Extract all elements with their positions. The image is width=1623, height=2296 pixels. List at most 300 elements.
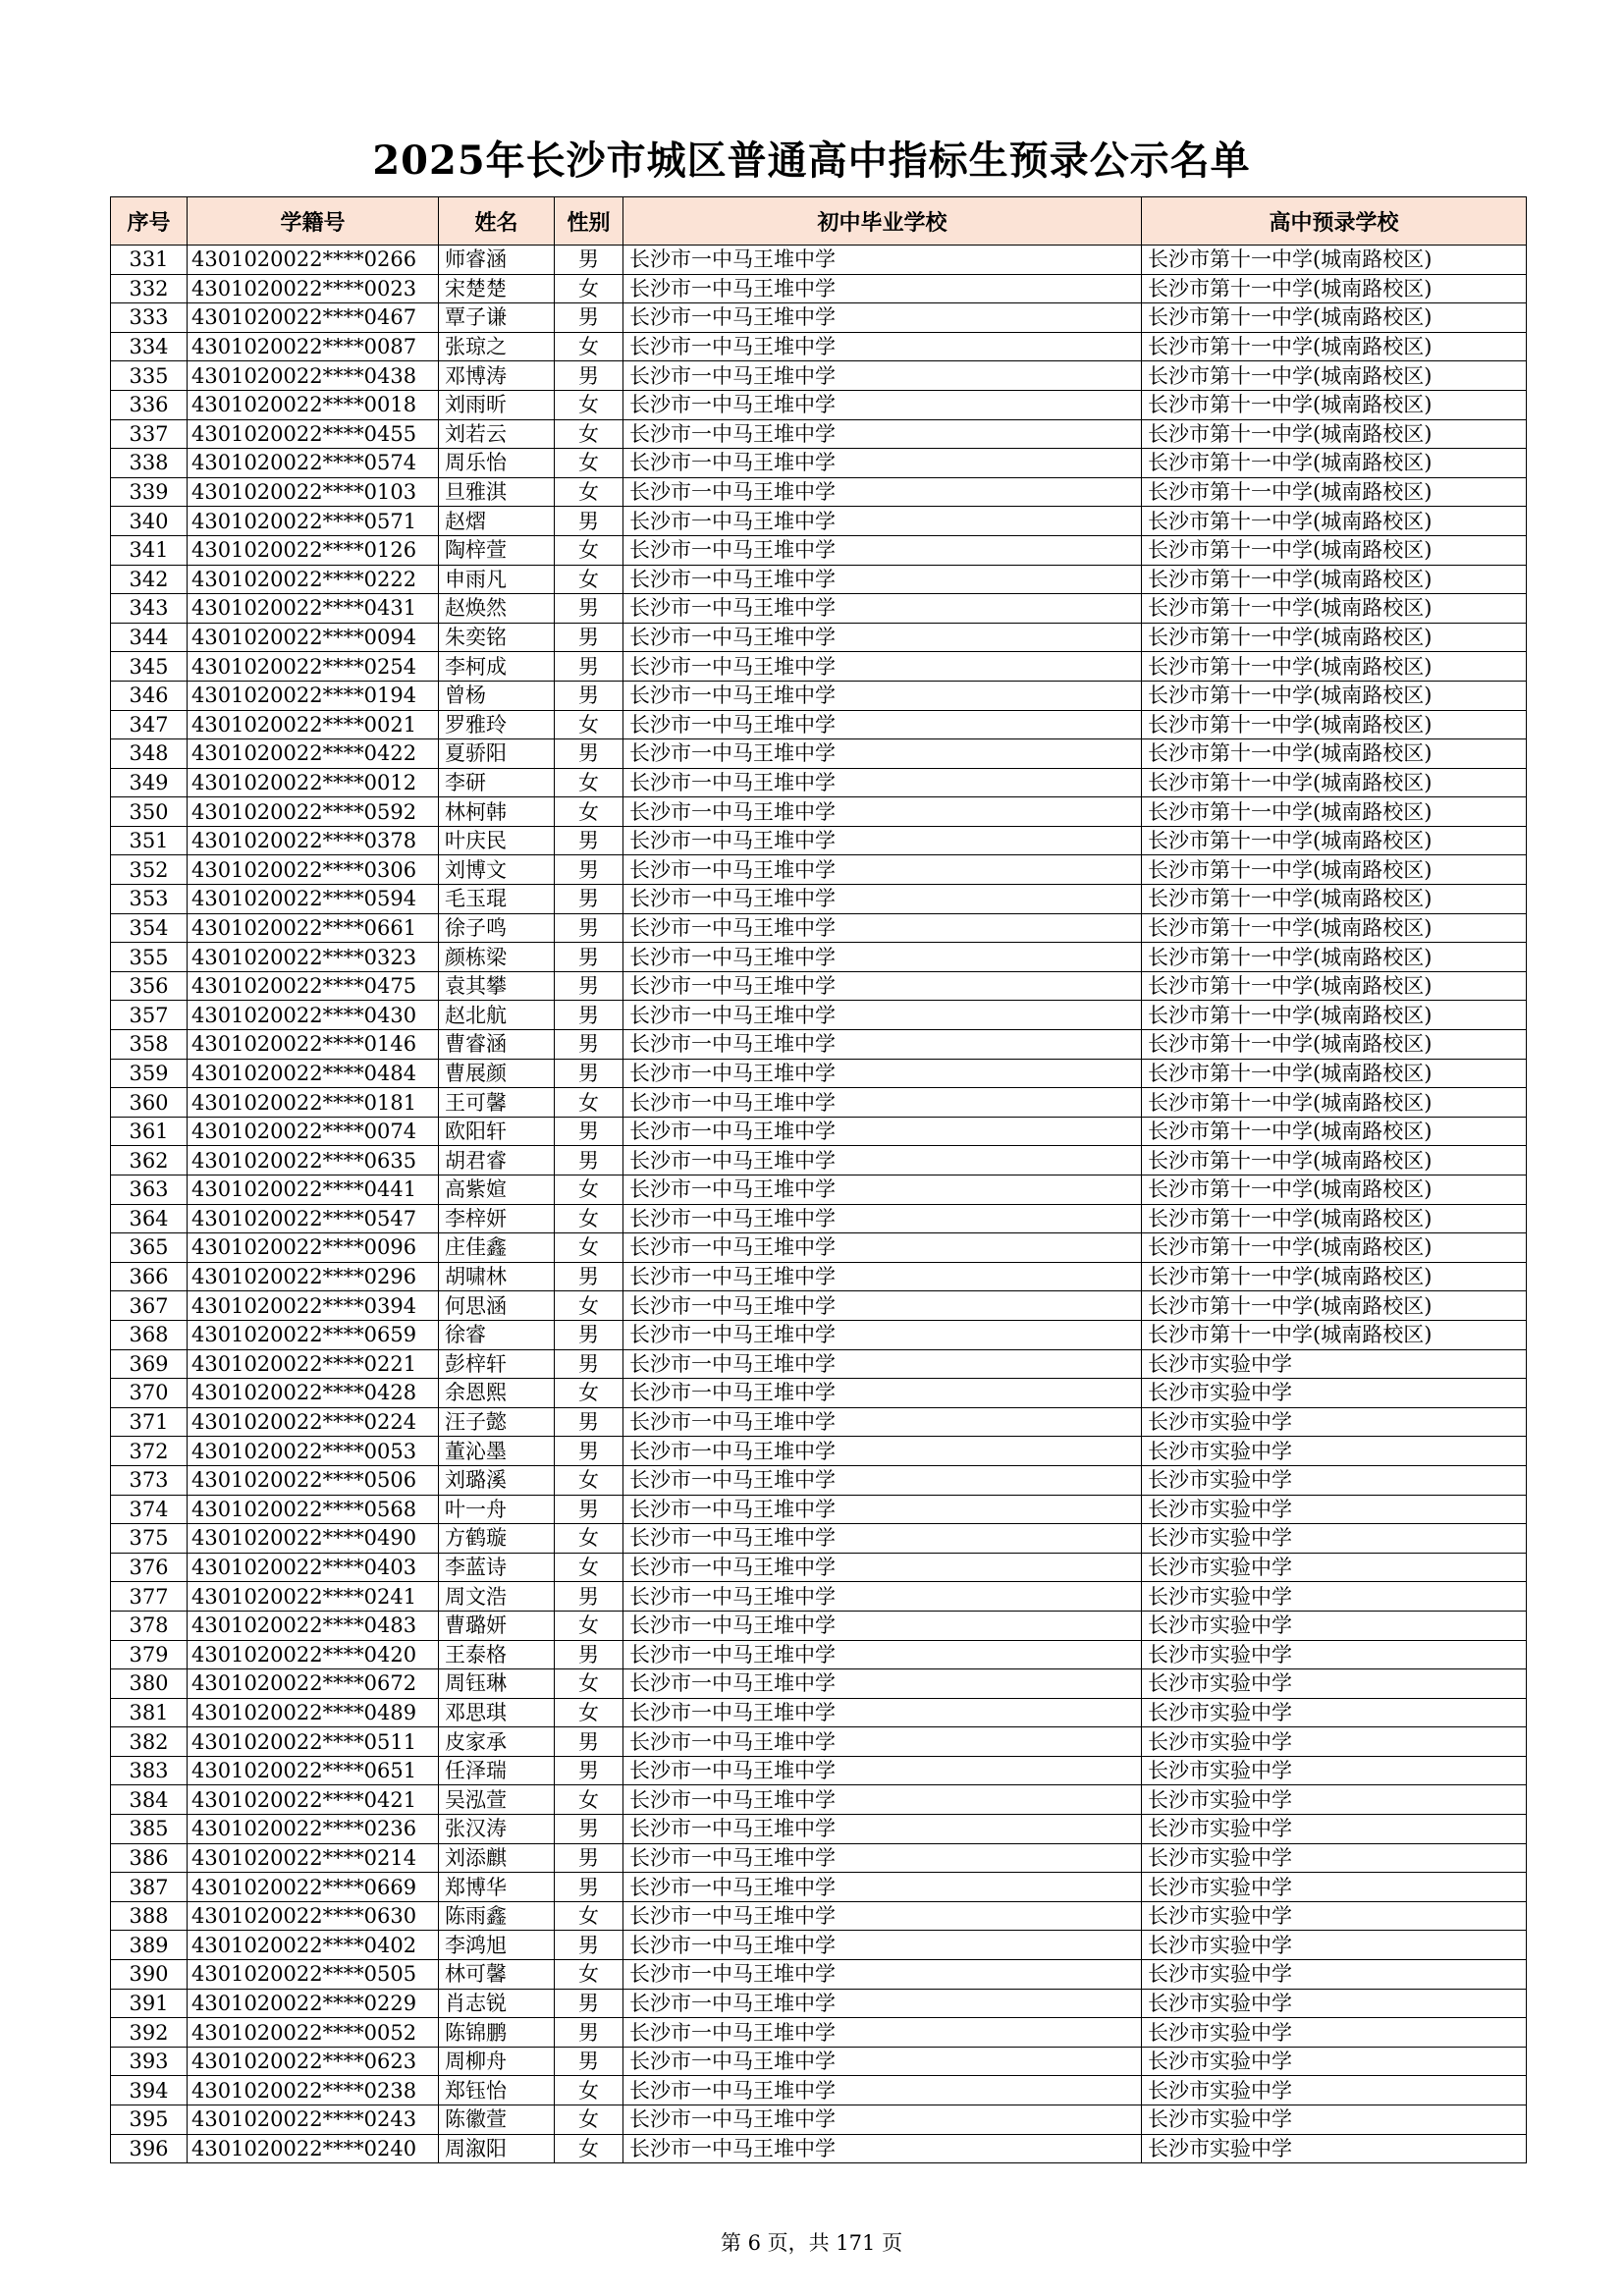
cell-gender: 男	[555, 1437, 623, 1466]
cell-junior-school: 长沙市一中马王堆中学	[623, 1989, 1142, 2018]
cell-student-id: 4301020022****0394	[188, 1291, 439, 1321]
cell-junior-school: 长沙市一中马王堆中学	[623, 1640, 1142, 1669]
cell-junior-school: 长沙市一中马王堆中学	[623, 1582, 1142, 1612]
cell-junior-school: 长沙市一中马王堆中学	[623, 1931, 1142, 1960]
table-row	[111, 1727, 1527, 1757]
table-row	[111, 1669, 1527, 1699]
cell-seq: 344	[111, 623, 188, 652]
cell-seq: 360	[111, 1088, 188, 1118]
table-row	[111, 1465, 1527, 1495]
cell-high-school: 长沙市实验中学	[1142, 2134, 1527, 2163]
cell-student-id: 4301020022****0651	[188, 1756, 439, 1785]
cell-high-school: 长沙市实验中学	[1142, 2047, 1527, 2076]
cell-name: 邓博涛	[439, 361, 555, 391]
cell-name: 郑钰怡	[439, 2076, 555, 2105]
cell-student-id: 4301020022****0661	[188, 913, 439, 943]
cell-junior-school: 长沙市一中马王堆中学	[623, 565, 1142, 594]
table-row	[111, 1640, 1527, 1669]
cell-gender: 女	[555, 535, 623, 565]
cell-name: 何思涵	[439, 1291, 555, 1321]
cell-high-school: 长沙市实验中学	[1142, 1640, 1527, 1669]
cell-high-school: 长沙市第十一中学(城南路校区)	[1142, 1204, 1527, 1233]
cell-name: 皮家承	[439, 1727, 555, 1757]
cell-high-school: 长沙市实验中学	[1142, 1756, 1527, 1785]
cell-name: 刘博文	[439, 855, 555, 885]
cell-high-school: 长沙市实验中学	[1142, 1495, 1527, 1524]
table-row	[111, 1030, 1527, 1060]
cell-seq: 350	[111, 797, 188, 827]
cell-name: 余恩熙	[439, 1379, 555, 1408]
cell-seq: 396	[111, 2134, 188, 2163]
cell-student-id: 4301020022****0568	[188, 1495, 439, 1524]
cell-student-id: 4301020022****0490	[188, 1524, 439, 1554]
cell-gender: 女	[555, 2134, 623, 2163]
cell-name: 朱奕铭	[439, 623, 555, 652]
cell-student-id: 4301020022****0266	[188, 246, 439, 275]
cell-seq: 387	[111, 1873, 188, 1902]
cell-gender: 男	[555, 1989, 623, 2018]
cell-seq: 383	[111, 1756, 188, 1785]
cell-junior-school: 长沙市一中马王堆中学	[623, 797, 1142, 827]
table-row	[111, 1989, 1527, 2018]
cell-gender: 男	[555, 1843, 623, 1873]
table-row	[111, 1698, 1527, 1727]
table-row	[111, 507, 1527, 536]
cell-seq: 384	[111, 1785, 188, 1815]
cell-seq: 338	[111, 449, 188, 478]
cell-junior-school: 长沙市一中马王堆中学	[623, 535, 1142, 565]
cell-seq: 386	[111, 1843, 188, 1873]
cell-student-id: 4301020022****0455	[188, 419, 439, 449]
table-row	[111, 1320, 1527, 1349]
cell-junior-school: 长沙市一中马王堆中学	[623, 1698, 1142, 1727]
cell-name: 刘璐溪	[439, 1465, 555, 1495]
cell-seq: 346	[111, 681, 188, 710]
cell-student-id: 4301020022****0052	[188, 2018, 439, 2048]
cell-seq: 364	[111, 1204, 188, 1233]
cell-high-school: 长沙市第十一中学(城南路校区)	[1142, 332, 1527, 361]
cell-junior-school: 长沙市一中马王堆中学	[623, 2105, 1142, 2135]
table-row	[111, 1291, 1527, 1321]
cell-name: 曹展颜	[439, 1059, 555, 1088]
cell-gender: 女	[555, 1088, 623, 1118]
cell-gender: 男	[555, 885, 623, 914]
cell-gender: 女	[555, 710, 623, 739]
table-row	[111, 2134, 1527, 2163]
header-seq: 序号	[111, 197, 188, 246]
table-row	[111, 652, 1527, 682]
cell-high-school: 长沙市第十一中学(城南路校区)	[1142, 1291, 1527, 1321]
cell-high-school: 长沙市实验中学	[1142, 1960, 1527, 1990]
cell-seq: 357	[111, 1001, 188, 1030]
cell-high-school: 长沙市第十一中学(城南路校区)	[1142, 419, 1527, 449]
cell-junior-school: 长沙市一中马王堆中学	[623, 1001, 1142, 1030]
cell-seq: 361	[111, 1117, 188, 1146]
cell-name: 李梓妍	[439, 1204, 555, 1233]
cell-seq: 392	[111, 2018, 188, 2048]
cell-seq: 356	[111, 971, 188, 1001]
cell-high-school: 长沙市第十一中学(城南路校区)	[1142, 623, 1527, 652]
cell-student-id: 4301020022****0635	[188, 1146, 439, 1175]
cell-seq: 359	[111, 1059, 188, 1088]
cell-name: 徐睿	[439, 1320, 555, 1349]
cell-high-school: 长沙市实验中学	[1142, 1349, 1527, 1379]
cell-student-id: 4301020022****0240	[188, 2134, 439, 2163]
cell-seq: 347	[111, 710, 188, 739]
cell-name: 赵焕然	[439, 594, 555, 624]
cell-junior-school: 长沙市一中马王堆中学	[623, 943, 1142, 972]
cell-high-school: 长沙市第十一中学(城南路校区)	[1142, 826, 1527, 855]
cell-junior-school: 长沙市一中马王堆中学	[623, 1843, 1142, 1873]
cell-high-school: 长沙市实验中学	[1142, 1785, 1527, 1815]
cell-student-id: 4301020022****0592	[188, 797, 439, 827]
cell-name: 周溆阳	[439, 2134, 555, 2163]
table-row	[111, 1873, 1527, 1902]
cell-student-id: 4301020022****0146	[188, 1030, 439, 1060]
cell-high-school: 长沙市第十一中学(城南路校区)	[1142, 303, 1527, 333]
cell-junior-school: 长沙市一中马王堆中学	[623, 1465, 1142, 1495]
table-row	[111, 246, 1527, 275]
cell-student-id: 4301020022****0467	[188, 303, 439, 333]
cell-student-id: 4301020022****0229	[188, 1989, 439, 2018]
cell-junior-school: 长沙市一中马王堆中学	[623, 1204, 1142, 1233]
cell-name: 周文浩	[439, 1582, 555, 1612]
cell-gender: 男	[555, 1001, 623, 1030]
cell-junior-school: 长沙市一中马王堆中学	[623, 1117, 1142, 1146]
cell-seq: 337	[111, 419, 188, 449]
cell-junior-school: 长沙市一中马王堆中学	[623, 1727, 1142, 1757]
cell-high-school: 长沙市实验中学	[1142, 1669, 1527, 1699]
table-row	[111, 1495, 1527, 1524]
cell-seq: 374	[111, 1495, 188, 1524]
cell-seq: 336	[111, 390, 188, 419]
cell-student-id: 4301020022****0012	[188, 768, 439, 797]
table-row	[111, 2076, 1527, 2105]
cell-junior-school: 长沙市一中马王堆中学	[623, 1756, 1142, 1785]
table-row	[111, 1756, 1527, 1785]
cell-name: 汪子懿	[439, 1407, 555, 1437]
cell-high-school: 长沙市实验中学	[1142, 1843, 1527, 1873]
cell-name: 叶庆民	[439, 826, 555, 855]
cell-junior-school: 长沙市一中马王堆中学	[623, 623, 1142, 652]
cell-seq: 333	[111, 303, 188, 333]
cell-gender: 女	[555, 419, 623, 449]
table-row	[111, 1349, 1527, 1379]
cell-high-school: 长沙市实验中学	[1142, 1553, 1527, 1582]
cell-name: 陈雨鑫	[439, 1901, 555, 1931]
cell-seq: 375	[111, 1524, 188, 1554]
cell-name: 毛玉琨	[439, 885, 555, 914]
cell-name: 方鹤璇	[439, 1524, 555, 1554]
cell-seq: 334	[111, 332, 188, 361]
cell-high-school: 长沙市第十一中学(城南路校区)	[1142, 594, 1527, 624]
cell-gender: 男	[555, 1931, 623, 1960]
cell-junior-school: 长沙市一中马王堆中学	[623, 768, 1142, 797]
cell-high-school: 长沙市第十一中学(城南路校区)	[1142, 246, 1527, 275]
cell-name: 袁其攀	[439, 971, 555, 1001]
cell-name: 旦雅淇	[439, 477, 555, 507]
cell-gender: 男	[555, 2047, 623, 2076]
table-row	[111, 1407, 1527, 1437]
table-row	[111, 1960, 1527, 1990]
cell-high-school: 长沙市第十一中学(城南路校区)	[1142, 1146, 1527, 1175]
cell-high-school: 长沙市实验中学	[1142, 1437, 1527, 1466]
cell-gender: 女	[555, 274, 623, 303]
table-row	[111, 1059, 1527, 1088]
cell-high-school: 长沙市实验中学	[1142, 1582, 1527, 1612]
cell-name: 胡啸林	[439, 1262, 555, 1291]
header-name: 姓名	[439, 197, 555, 246]
cell-student-id: 4301020022****0483	[188, 1611, 439, 1640]
cell-high-school: 长沙市第十一中学(城南路校区)	[1142, 768, 1527, 797]
cell-high-school: 长沙市第十一中学(城南路校区)	[1142, 885, 1527, 914]
cell-seq: 393	[111, 2047, 188, 2076]
cell-high-school: 长沙市第十一中学(城南路校区)	[1142, 1001, 1527, 1030]
cell-name: 颜栋梁	[439, 943, 555, 972]
cell-gender: 女	[555, 1698, 623, 1727]
page-footer: 第 6 页，共 171 页	[720, 2231, 903, 2255]
cell-name: 张琼之	[439, 332, 555, 361]
cell-student-id: 4301020022****0096	[188, 1233, 439, 1263]
cell-junior-school: 长沙市一中马王堆中学	[623, 1146, 1142, 1175]
cell-student-id: 4301020022****0241	[188, 1582, 439, 1612]
cell-gender: 男	[555, 303, 623, 333]
table-row	[111, 1524, 1527, 1554]
cell-high-school: 长沙市第十一中学(城南路校区)	[1142, 477, 1527, 507]
table-row	[111, 1379, 1527, 1408]
table-row	[111, 1611, 1527, 1640]
cell-junior-school: 长沙市一中马王堆中学	[623, 739, 1142, 769]
cell-student-id: 4301020022****0087	[188, 332, 439, 361]
cell-gender: 女	[555, 1669, 623, 1699]
cell-student-id: 4301020022****0378	[188, 826, 439, 855]
table-row	[111, 535, 1527, 565]
cell-junior-school: 长沙市一中马王堆中学	[623, 913, 1142, 943]
table-row	[111, 826, 1527, 855]
table-row	[111, 885, 1527, 914]
cell-student-id: 4301020022****0254	[188, 652, 439, 682]
cell-seq: 372	[111, 1437, 188, 1466]
cell-high-school: 长沙市第十一中学(城南路校区)	[1142, 1030, 1527, 1060]
cell-junior-school: 长沙市一中马王堆中学	[623, 1437, 1142, 1466]
cell-high-school: 长沙市实验中学	[1142, 1873, 1527, 1902]
cell-junior-school: 长沙市一中马王堆中学	[623, 1349, 1142, 1379]
cell-gender: 男	[555, 246, 623, 275]
cell-gender: 男	[555, 507, 623, 536]
cell-junior-school: 长沙市一中马王堆中学	[623, 1901, 1142, 1931]
table-row	[111, 1785, 1527, 1815]
cell-high-school: 长沙市第十一中学(城南路校区)	[1142, 1320, 1527, 1349]
table-row	[111, 2105, 1527, 2135]
cell-high-school: 长沙市实验中学	[1142, 1407, 1527, 1437]
cell-seq: 358	[111, 1030, 188, 1060]
table-row	[111, 855, 1527, 885]
cell-seq: 368	[111, 1320, 188, 1349]
cell-seq: 376	[111, 1553, 188, 1582]
table-row	[111, 1553, 1527, 1582]
cell-junior-school: 长沙市一中马王堆中学	[623, 1088, 1142, 1118]
cell-gender: 女	[555, 1233, 623, 1263]
cell-student-id: 4301020022****0475	[188, 971, 439, 1001]
cell-seq: 335	[111, 361, 188, 391]
cell-seq: 353	[111, 885, 188, 914]
cell-junior-school: 长沙市一中马王堆中学	[623, 1495, 1142, 1524]
cell-seq: 349	[111, 768, 188, 797]
cell-gender: 女	[555, 1524, 623, 1554]
cell-name: 罗雅玲	[439, 710, 555, 739]
cell-name: 曹璐妍	[439, 1611, 555, 1640]
cell-gender: 女	[555, 1611, 623, 1640]
cell-name: 陈徽萱	[439, 2105, 555, 2135]
header-junior-school: 初中毕业学校	[623, 197, 1142, 246]
table-row	[111, 1901, 1527, 1931]
cell-student-id: 4301020022****0194	[188, 681, 439, 710]
cell-name: 林可馨	[439, 1960, 555, 1990]
table-row	[111, 332, 1527, 361]
cell-student-id: 4301020022****0126	[188, 535, 439, 565]
cell-student-id: 4301020022****0659	[188, 1320, 439, 1349]
table-body	[111, 246, 1527, 2163]
cell-seq: 331	[111, 246, 188, 275]
cell-high-school: 长沙市实验中学	[1142, 1901, 1527, 1931]
cell-student-id: 4301020022****0574	[188, 449, 439, 478]
page-title: 2025年长沙市城区普通高中指标生预录公示名单	[372, 137, 1251, 184]
cell-student-id: 4301020022****0236	[188, 1815, 439, 1844]
cell-gender: 女	[555, 797, 623, 827]
cell-gender: 女	[555, 1465, 623, 1495]
cell-name: 李研	[439, 768, 555, 797]
cell-junior-school: 长沙市一中马王堆中学	[623, 681, 1142, 710]
cell-seq: 351	[111, 826, 188, 855]
cell-student-id: 4301020022****0623	[188, 2047, 439, 2076]
cell-student-id: 4301020022****0402	[188, 1931, 439, 1960]
cell-junior-school: 长沙市一中马王堆中学	[623, 1379, 1142, 1408]
cell-junior-school: 长沙市一中马王堆中学	[623, 1407, 1142, 1437]
cell-high-school: 长沙市第十一中学(城南路校区)	[1142, 739, 1527, 769]
cell-seq: 339	[111, 477, 188, 507]
cell-gender: 男	[555, 913, 623, 943]
cell-name: 林柯韩	[439, 797, 555, 827]
cell-junior-school: 长沙市一中马王堆中学	[623, 1262, 1142, 1291]
cell-seq: 345	[111, 652, 188, 682]
cell-seq: 378	[111, 1611, 188, 1640]
cell-junior-school: 长沙市一中马王堆中学	[623, 246, 1142, 275]
cell-gender: 男	[555, 1059, 623, 1088]
cell-seq: 362	[111, 1146, 188, 1175]
cell-student-id: 4301020022****0403	[188, 1553, 439, 1582]
cell-seq: 370	[111, 1379, 188, 1408]
table-row	[111, 1262, 1527, 1291]
table-row	[111, 710, 1527, 739]
cell-junior-school: 长沙市一中马王堆中学	[623, 1815, 1142, 1844]
cell-name: 郑博华	[439, 1873, 555, 1902]
cell-name: 夏骄阳	[439, 739, 555, 769]
cell-seq: 341	[111, 535, 188, 565]
cell-seq: 395	[111, 2105, 188, 2135]
cell-seq: 379	[111, 1640, 188, 1669]
cell-seq: 381	[111, 1698, 188, 1727]
cell-student-id: 4301020022****0672	[188, 1669, 439, 1699]
cell-name: 彭梓轩	[439, 1349, 555, 1379]
cell-junior-school: 长沙市一中马王堆中学	[623, 1553, 1142, 1582]
cell-gender: 男	[555, 1495, 623, 1524]
cell-junior-school: 长沙市一中马王堆中学	[623, 1291, 1142, 1321]
cell-student-id: 4301020022****0222	[188, 565, 439, 594]
cell-high-school: 长沙市实验中学	[1142, 2076, 1527, 2105]
table-row	[111, 1175, 1527, 1205]
cell-gender: 男	[555, 594, 623, 624]
table-row	[111, 1117, 1527, 1146]
table-row	[111, 419, 1527, 449]
cell-gender: 男	[555, 1262, 623, 1291]
cell-high-school: 长沙市第十一中学(城南路校区)	[1142, 390, 1527, 419]
cell-name: 赵北航	[439, 1001, 555, 1030]
cell-high-school: 长沙市实验中学	[1142, 1989, 1527, 2018]
cell-junior-school: 长沙市一中马王堆中学	[623, 1175, 1142, 1205]
table-row	[111, 681, 1527, 710]
cell-high-school: 长沙市第十一中学(城南路校区)	[1142, 943, 1527, 972]
cell-name: 陈锦鹏	[439, 2018, 555, 2048]
cell-high-school: 长沙市实验中学	[1142, 1524, 1527, 1554]
table-row	[111, 565, 1527, 594]
cell-junior-school: 长沙市一中马王堆中学	[623, 1059, 1142, 1088]
cell-student-id: 4301020022****0630	[188, 1901, 439, 1931]
cell-seq: 382	[111, 1727, 188, 1757]
cell-gender: 女	[555, 768, 623, 797]
cell-gender: 女	[555, 1291, 623, 1321]
table-row	[111, 390, 1527, 419]
cell-student-id: 4301020022****0594	[188, 885, 439, 914]
cell-name: 陶梓萱	[439, 535, 555, 565]
cell-gender: 男	[555, 652, 623, 682]
cell-name: 徐子鸣	[439, 913, 555, 943]
cell-student-id: 4301020022****0181	[188, 1088, 439, 1118]
table-row	[111, 1146, 1527, 1175]
cell-high-school: 长沙市实验中学	[1142, 1465, 1527, 1495]
cell-junior-school: 长沙市一中马王堆中学	[623, 390, 1142, 419]
table-row	[111, 1582, 1527, 1612]
cell-junior-school: 长沙市一中马王堆中学	[623, 971, 1142, 1001]
cell-name: 周柳舟	[439, 2047, 555, 2076]
cell-junior-school: 长沙市一中马王堆中学	[623, 826, 1142, 855]
cell-junior-school: 长沙市一中马王堆中学	[623, 507, 1142, 536]
cell-high-school: 长沙市第十一中学(城南路校区)	[1142, 1262, 1527, 1291]
cell-junior-school: 长沙市一中马王堆中学	[623, 332, 1142, 361]
cell-gender: 男	[555, 739, 623, 769]
cell-seq: 373	[111, 1465, 188, 1495]
table-row	[111, 477, 1527, 507]
cell-gender: 女	[555, 1204, 623, 1233]
cell-gender: 男	[555, 1030, 623, 1060]
cell-junior-school: 长沙市一中马王堆中学	[623, 2018, 1142, 2048]
cell-high-school: 长沙市第十一中学(城南路校区)	[1142, 449, 1527, 478]
cell-high-school: 长沙市第十一中学(城南路校区)	[1142, 1117, 1527, 1146]
cell-junior-school: 长沙市一中马王堆中学	[623, 1320, 1142, 1349]
cell-gender: 男	[555, 1117, 623, 1146]
cell-name: 吴泓萱	[439, 1785, 555, 1815]
cell-name: 胡君睿	[439, 1146, 555, 1175]
cell-gender: 女	[555, 1553, 623, 1582]
table-row	[111, 768, 1527, 797]
cell-student-id: 4301020022****0669	[188, 1873, 439, 1902]
cell-student-id: 4301020022****0511	[188, 1727, 439, 1757]
cell-gender: 男	[555, 681, 623, 710]
cell-high-school: 长沙市实验中学	[1142, 1931, 1527, 1960]
cell-student-id: 4301020022****0103	[188, 477, 439, 507]
cell-gender: 女	[555, 1960, 623, 1990]
cell-name: 李柯成	[439, 652, 555, 682]
cell-student-id: 4301020022****0018	[188, 390, 439, 419]
